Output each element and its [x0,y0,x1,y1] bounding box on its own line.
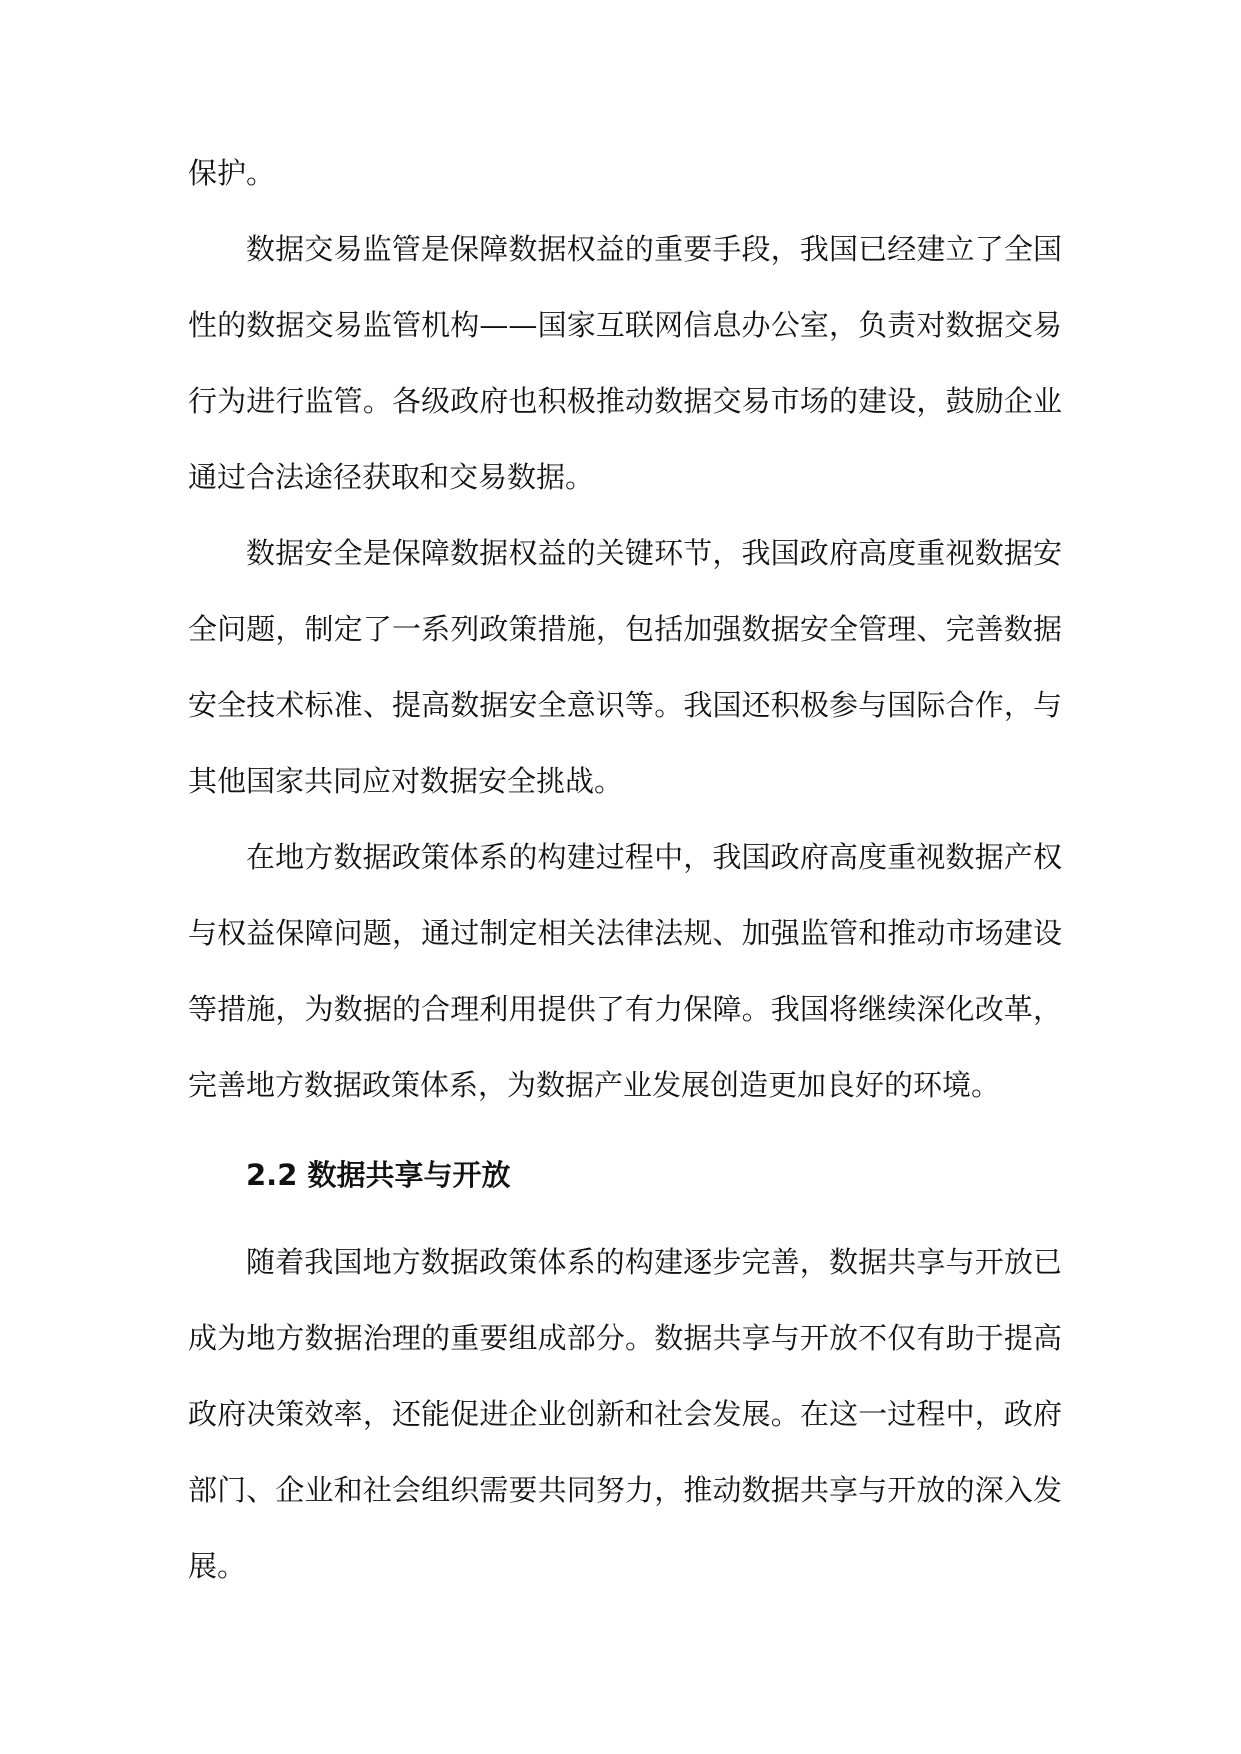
section-heading: 2.2 数据共享与开放 [246,1158,511,1192]
paragraph-policy-system: 在地方数据政策体系的构建过程中，我国政府高度重视数据产权与权益保障问题，通过制定相关法律法规、加强监管和推动市场建设等措施，为数据的合理利用提供了有力保障。我国将继续深化改革，完善地方数据政策体系，为数据产业发展创造更加良好的环境。 [188,840,1062,1102]
paragraph-continuation: 保护。 [188,156,276,190]
paragraph-data-sharing: 随着我国地方数据政策体系的构建逐步完善，数据共享与开放已成为地方数据治理的重要组成部分。数据共享与开放不仅有助于提高政府决策效率，还能促进企业创新和社会发展。在这一过程中，政府部门、企业和社会组织需要共同努力，推动数据共享与开放的深入发展。 [188,1245,1062,1583]
paragraph-data-security: 数据安全是保障数据权益的关键环节，我国政府高度重视数据安全问题，制定了一系列政策措施，包括加强数据安全管理、完善数据安全技术标准、提高数据安全意识等。我国还积极参与国际合作，与其他国家共同应对数据安全挑战。 [188,536,1062,798]
paragraph-data-trade-supervision: 数据交易监管是保障数据权益的重要手段，我国已经建立了全国性的数据交易监管机构——国家互联网信息办公室，负责对数据交易行为进行监管。各级政府也积极推动数据交易市场的建设，鼓励企业通过合法途径获取和交易数据。 [188,232,1062,494]
